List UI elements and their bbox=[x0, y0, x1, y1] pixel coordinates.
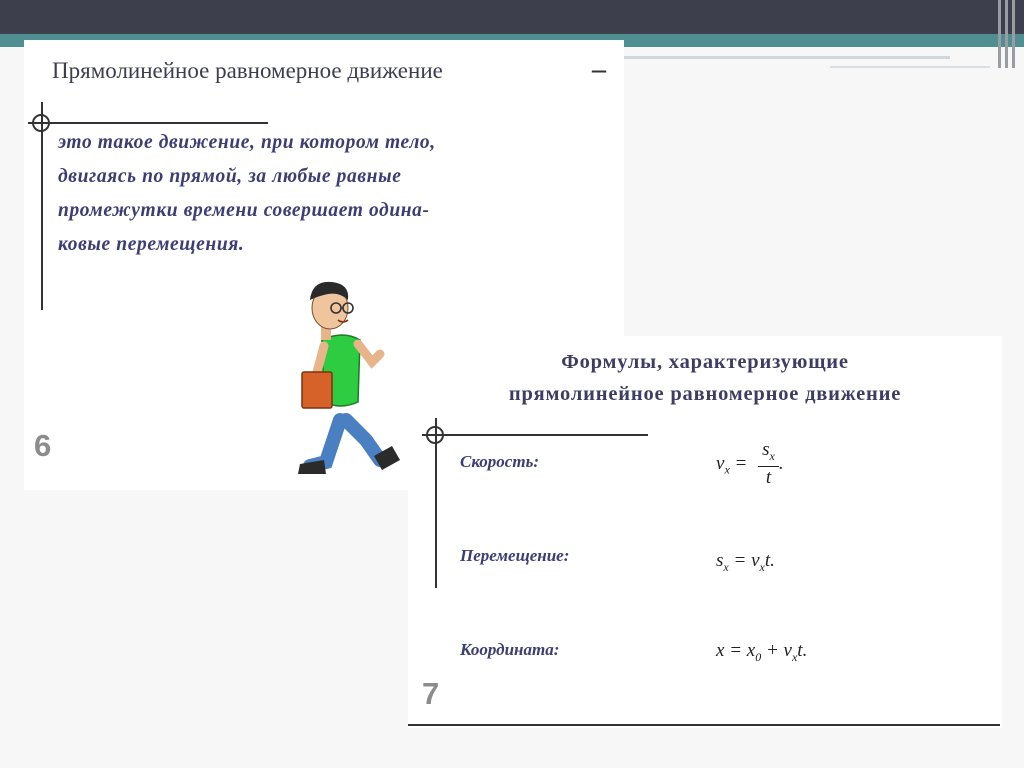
title-dash: – bbox=[592, 54, 606, 85]
formula-var: t bbox=[797, 640, 803, 661]
crosshair-icon bbox=[426, 426, 444, 444]
decor-line bbox=[830, 66, 990, 68]
page-number: 7 bbox=[422, 676, 440, 711]
formulas-title-line: прямолинейное равномерное движение bbox=[508, 383, 902, 405]
formula-operator: = bbox=[734, 452, 748, 474]
bottom-rule bbox=[408, 724, 1000, 726]
definition-text bbox=[58, 126, 588, 262]
formula-var: t bbox=[764, 550, 771, 571]
crosshair-icon bbox=[32, 114, 50, 132]
guide-line-horizontal bbox=[422, 434, 648, 436]
formula-var: v bbox=[751, 550, 760, 571]
formula-var: x bbox=[716, 640, 725, 661]
displacement-formula bbox=[716, 550, 775, 575]
coordinate-formula bbox=[716, 640, 807, 665]
definition-line: промежутки времени совершает одина- bbox=[58, 200, 430, 221]
formula-var: v bbox=[716, 452, 725, 474]
formula-fraction bbox=[758, 440, 779, 489]
formula-operator: + bbox=[765, 640, 779, 661]
formula-var: s bbox=[762, 439, 770, 460]
formula-punct: . bbox=[778, 452, 784, 474]
formula-var: s bbox=[716, 550, 724, 571]
formula-subscript: x bbox=[791, 649, 798, 664]
formula-subscript: x bbox=[723, 559, 729, 574]
page-number: 6 bbox=[34, 428, 52, 463]
definition-title: Прямолинейное равномерное движение bbox=[52, 58, 443, 83]
definition-line: это такое движение, при котором тело, bbox=[58, 132, 436, 153]
formula-subscript: x bbox=[724, 462, 730, 477]
formula-operator: = bbox=[733, 550, 747, 571]
corner-decoration bbox=[998, 0, 1018, 68]
guide-line-horizontal bbox=[28, 122, 268, 124]
velocity-label: Скорость: bbox=[460, 452, 540, 471]
formulas-card bbox=[408, 336, 1002, 728]
formula-punct: . bbox=[802, 640, 808, 661]
decor-line bbox=[600, 56, 950, 59]
formula-subscript: x bbox=[759, 559, 765, 574]
formula-subscript: 0 bbox=[755, 649, 762, 664]
formula-var: t bbox=[765, 466, 772, 488]
formula-var: x bbox=[746, 640, 756, 661]
formulas-title-line: Формулы, характеризующие bbox=[561, 351, 849, 373]
formula-var: v bbox=[783, 640, 792, 661]
walking-student-icon bbox=[288, 270, 418, 485]
formulas-title bbox=[408, 346, 1002, 410]
definition-line: ковые перемещения. bbox=[58, 234, 245, 255]
coordinate-label: Координата: bbox=[460, 640, 560, 659]
definition-line: двигаясь по прямой, за любые равные bbox=[58, 166, 402, 187]
header-bar bbox=[0, 0, 1024, 34]
velocity-formula bbox=[716, 440, 784, 489]
formula-subscript: x bbox=[769, 448, 775, 463]
guide-line-vertical bbox=[41, 102, 43, 310]
formula-punct: . bbox=[770, 550, 775, 571]
displacement-label: Перемещение: bbox=[460, 546, 570, 565]
formula-operator: = bbox=[729, 640, 743, 661]
